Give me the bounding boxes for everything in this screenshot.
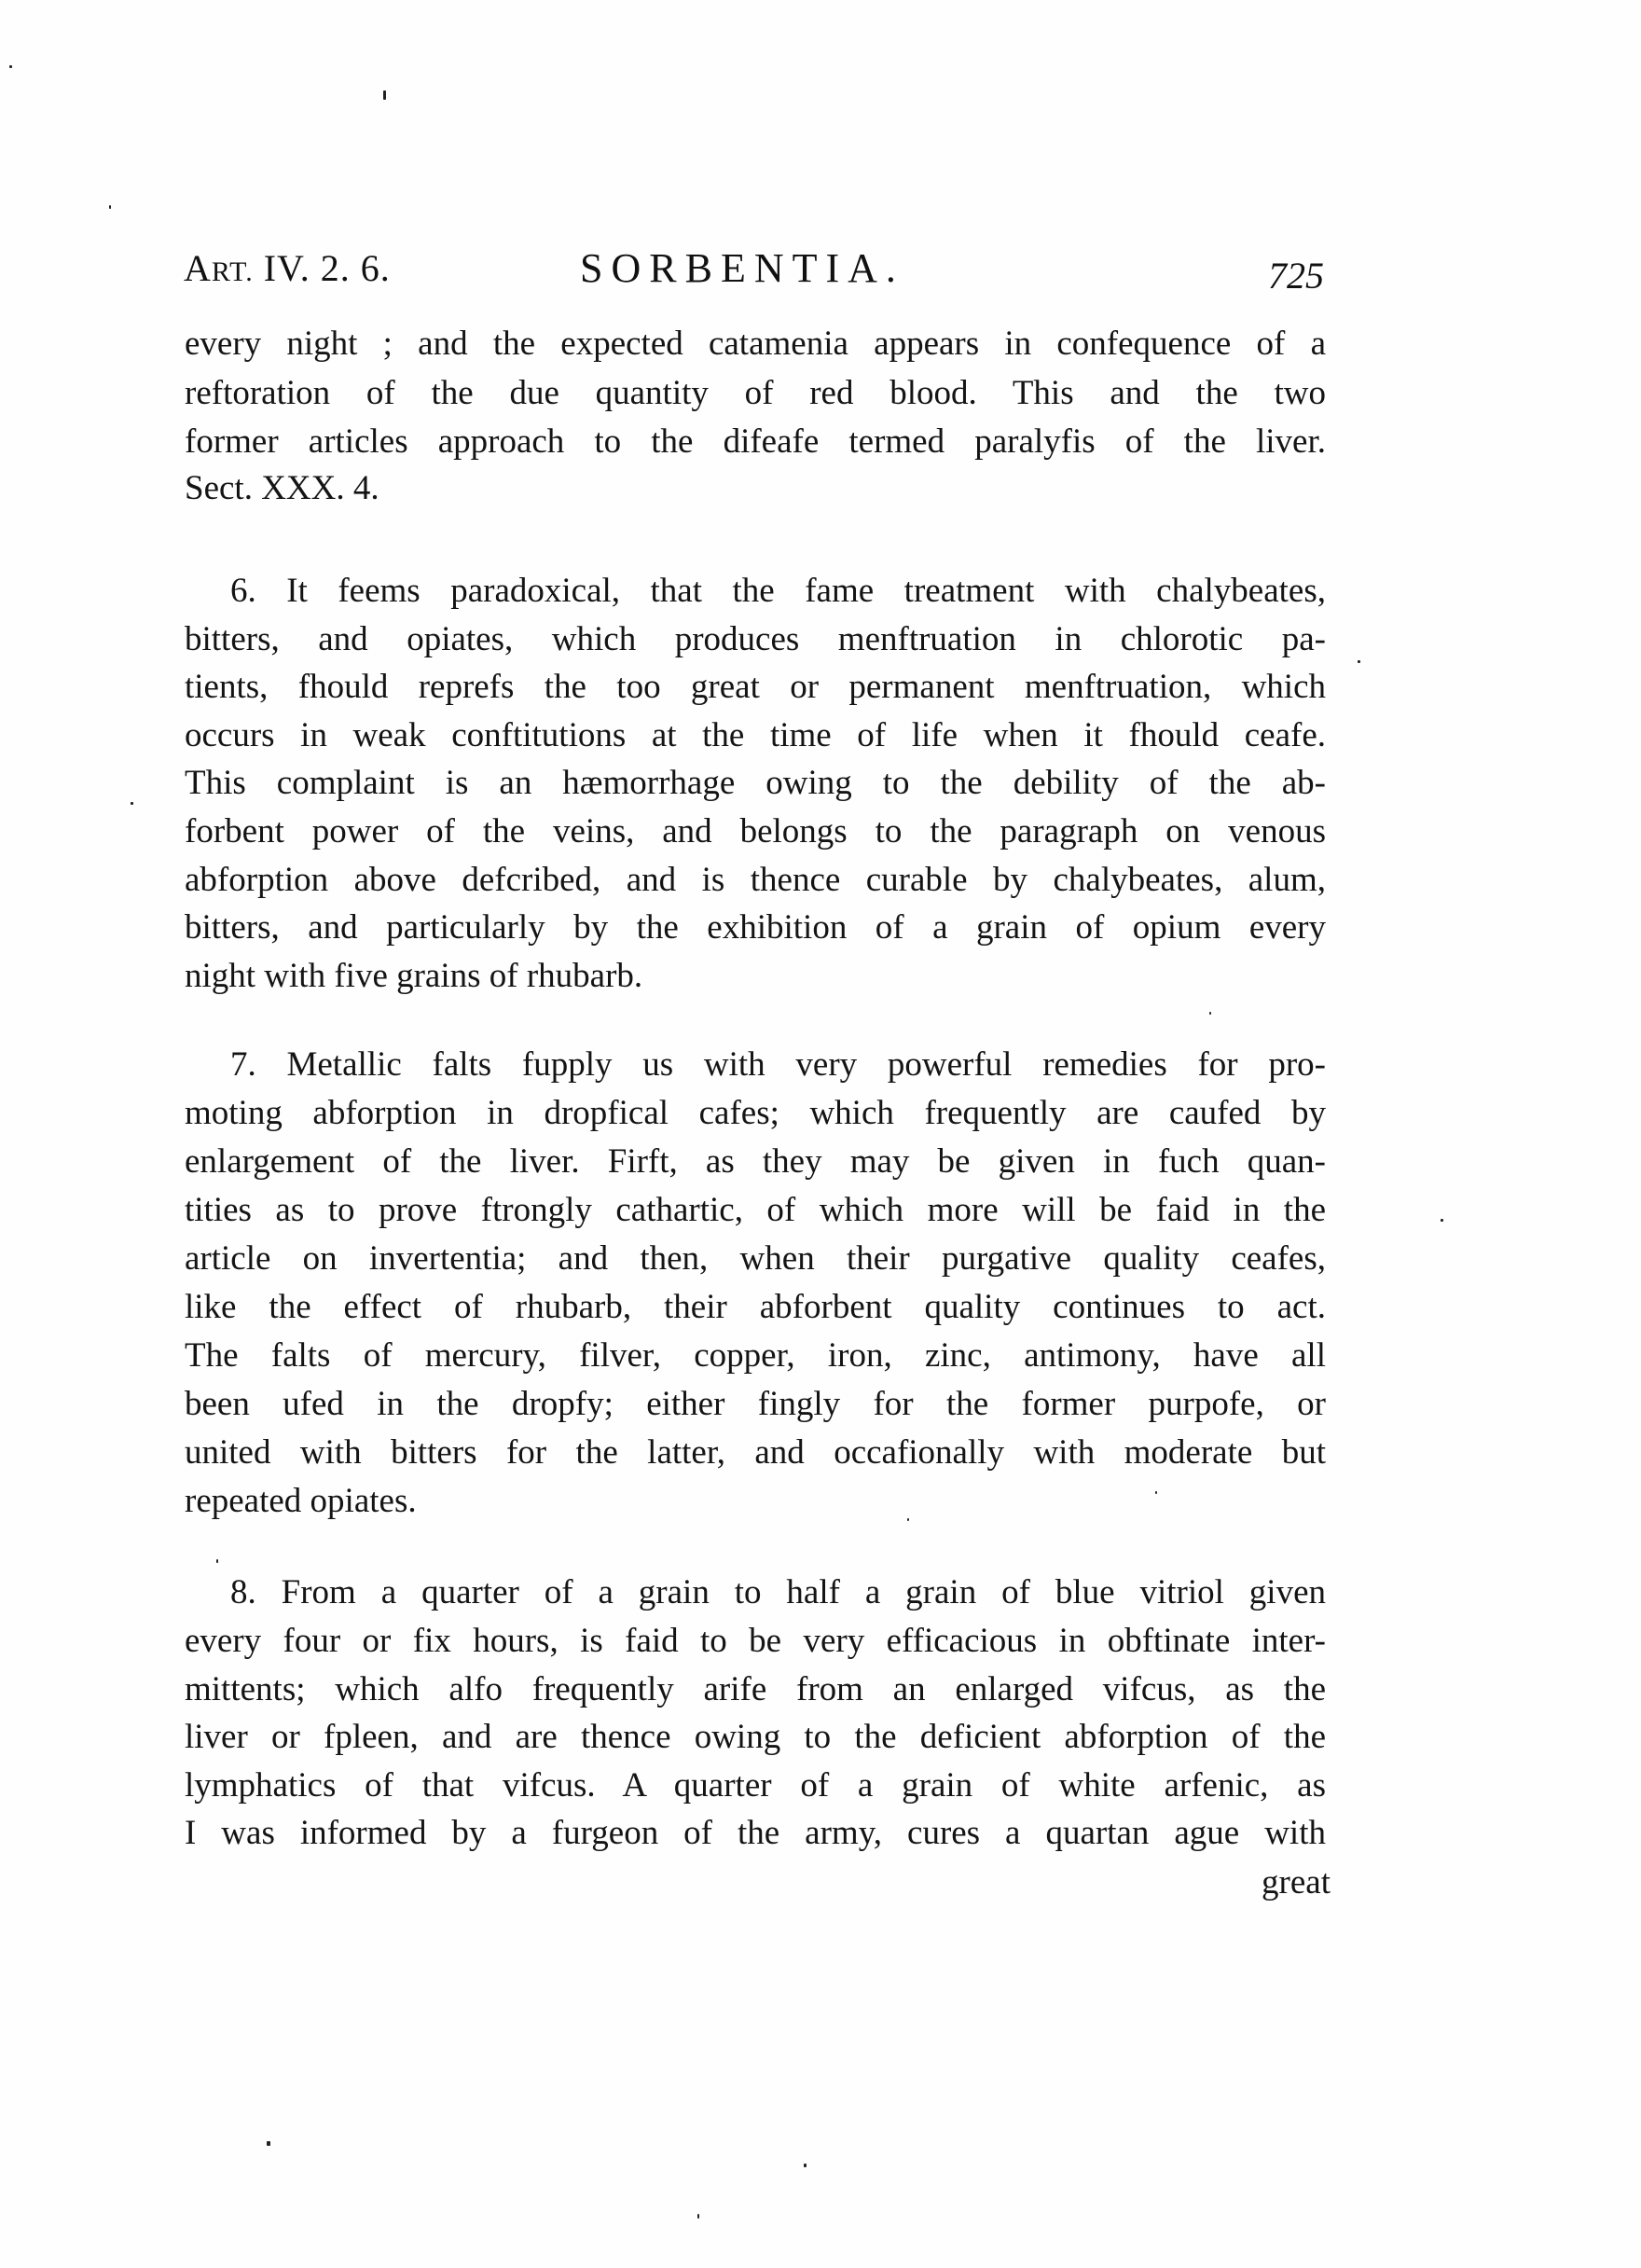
text-line: bitters, and opiates, which produces menftruation in chlorotic pa- [185, 620, 1326, 658]
catchword: great [1262, 1863, 1331, 1902]
text-line: Sect. XXX. 4. [185, 469, 379, 507]
scan-speck [1358, 660, 1360, 663]
text-line: The falts of mercury, filver, copper, iron, zinc, antimony, have all [185, 1336, 1326, 1375]
text-line: every night ; and the expected catamenia appears in confequence of a [185, 325, 1326, 363]
article-prefix: A [184, 247, 212, 289]
paragraph-8-first-line: 8. From a quarter of a grain to half a grain of blue vitriol given [230, 1573, 1326, 1611]
text-line: This complaint is an hæmorrhage owing to the debility of the ab- [185, 764, 1326, 802]
text-line: tients, fhould reprefs the too great or permanent menftruation, which [185, 668, 1326, 706]
scan-speck [267, 2141, 270, 2146]
scan-speck [131, 802, 133, 805]
scan-speck [1155, 1491, 1157, 1494]
running-head-title: SORBENTIA. [580, 245, 904, 291]
running-head-article-ref [184, 247, 391, 289]
text-line: bitters, and particularly by the exhibition of a grain of opium every [185, 908, 1326, 947]
page-number: 725 [1268, 255, 1324, 297]
text-line: been ufed in the dropfy; either fingly for the former purpofe, or [185, 1385, 1326, 1423]
scan-speck [804, 2164, 807, 2167]
scan-speck [216, 1559, 218, 1563]
text-line: occurs in weak conftitutions at the time of life when it fhould ceafe. [185, 716, 1326, 754]
text-line: lymphatics of that vifcus. A quarter of a grain of white arfenic, as [185, 1766, 1326, 1805]
text-line: united with bitters for the latter, and occafionally with moderate but [185, 1433, 1326, 1472]
text-line: liver or fpleen, and are thence owing to the deficient abforption of the [185, 1718, 1326, 1756]
scan-speck [9, 65, 12, 68]
text-line: article on invertentia; and then, when their purgative quality ceafes, [185, 1239, 1326, 1278]
scan-speck [1209, 1012, 1211, 1015]
text-line: night with five grains of rhubarb. [185, 957, 643, 995]
text-line: mittents; which alfo frequently arife from an enlarged vifcus, as the [185, 1670, 1326, 1708]
scan-speck [109, 205, 111, 209]
paragraph-6-first-line: 6. It feems paradoxical, that the fame treatment with chalybeates, [230, 572, 1326, 610]
article-ref: IV. 2. 6. [253, 247, 391, 289]
scan-speck [907, 1518, 909, 1521]
article-smallcaps: RT. [211, 256, 254, 287]
text-line: like the effect of rhubarb, their abforbent quality continues to act. [185, 1288, 1326, 1326]
text-line: abforption above defcribed, and is thence curable by chalybeates, alum, [185, 861, 1326, 899]
text-line: tities as to prove ftrongly cathartic, of which more will be faid in the [185, 1191, 1326, 1229]
scan-speck [1441, 1219, 1443, 1222]
scan-speck [697, 2214, 699, 2219]
paragraph-7-first-line: 7. Metallic falts fupply us with very powerful remedies for pro- [230, 1045, 1326, 1084]
text-line: I was informed by a furgeon of the army, cures a quartan ague with [185, 1814, 1326, 1852]
scan-speck [383, 90, 386, 100]
text-line: forbent power of the veins, and belongs to the paragraph on venous [185, 812, 1326, 850]
text-line: enlargement of the liver. Firft, as they may be given in fuch quan- [185, 1142, 1326, 1181]
text-line: moting abforption in dropfical cafes; which frequently are caufed by [185, 1094, 1326, 1132]
text-line: former articles approach to the difeafe termed paralyfis of the liver. [185, 422, 1326, 461]
text-line: repeated opiates. [185, 1482, 417, 1520]
text-line: every four or fix hours, is faid to be very efficacious in obftinate inter- [185, 1622, 1326, 1660]
text-line: reftoration of the due quantity of red blood. This and the two [185, 374, 1326, 412]
